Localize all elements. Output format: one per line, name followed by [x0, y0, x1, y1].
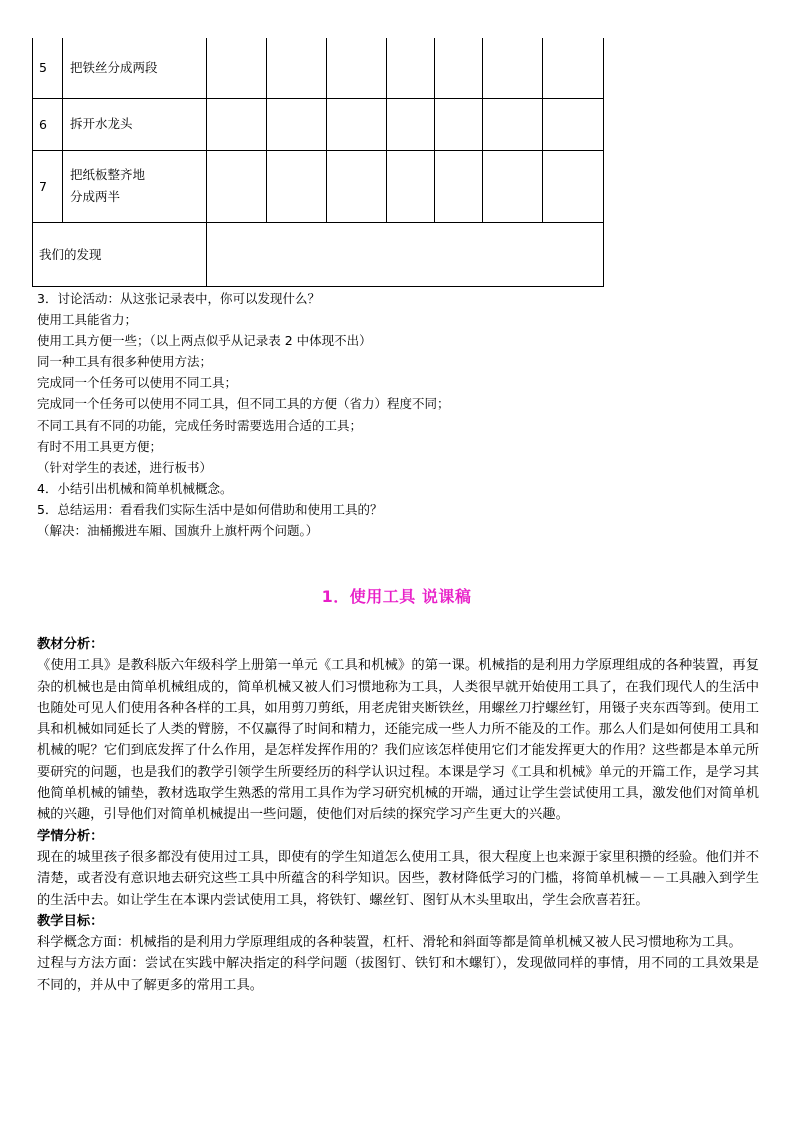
blank-cell [543, 38, 604, 98]
discussion-line: 5．总结运用：看看我们实际生活中是如何借助和使用工具的？ [37, 501, 383, 517]
row-number: 5 [33, 38, 63, 98]
blank-cell [435, 38, 483, 98]
findings-cell [207, 222, 604, 286]
discussion-line: 同一种工具有很多种使用方法； [37, 354, 213, 370]
table-row [33, 150, 604, 222]
blank-cell [483, 98, 543, 150]
discussion-line: 有时不用工具更方便； [37, 438, 163, 454]
blank-cell [483, 150, 543, 222]
blank-cell [387, 38, 435, 98]
blank-cell [543, 150, 604, 222]
blank-cell [543, 98, 604, 150]
findings-label: 我们的发现 [33, 222, 207, 286]
record-table [32, 38, 604, 287]
blank-cell [387, 150, 435, 222]
blank-cell [327, 38, 387, 98]
table-row [33, 38, 604, 98]
section-heading: 教材分析： [37, 637, 104, 652]
discussion-line: 3．讨论活动：从这张记录表中，你可以发现什么？ [37, 291, 320, 306]
section-paragraph: 现在的城里孩子很多都没有使用过工具，即使有的学生知道怎么使用工具，很大程度上也来源于家里积攒的经验。他们并不清楚，或者没有意识地去研究这些工具中所蕴含的科学知识。因些，教材降低学习的门槛，将简单机械－－工具融入到学生的生活中去。如让学生在本课内尝试使用工具，将铁钉、螺丝钉、图钉从木头里取出，学生会欣喜若狂。 [37, 849, 759, 908]
blank-cell [435, 150, 483, 222]
blank-cell [207, 150, 267, 222]
task-line: 把铁丝分成两段 [70, 59, 158, 75]
blank-cell [207, 38, 267, 98]
discussion-line: （解决：油桶搬进车厢、国旗升上旗杆两个问题。） [37, 523, 319, 539]
section-paragraph: 《使用工具》是教科版六年级科学上册第一单元《工具和机械》的第一课。机械指的是利用力学原理组成的各种装置，再复杂的机械也是由简单机械组成的，简单机械又被人们习惯地称为工具，人类很早就开始使用工具了，在我们现代人的生活中也随处可见人们使用各种各样的工具，如用剪刀剪纸，用老虎钳夹断铁丝，用螺丝刀拧螺丝钉，用镊子夹东西等到。使用工具和机械如同延长了人类的臂膀，不仅赢得了时间和精力，还能完成一些人力所不能及的工作。那么人们是如何使用工具和机械的呢？它们到底发挥了什么作用，是怎样发挥作用的？我们应该怎样使用它们才能发挥更大的作用？这些都是本单元所要研究的问题，也是我们的教学引领学生所要经历的科学认识过程。本课是学习《工具和机械》单元的开篇工作，是学习其他简单机械的铺垫，教材选取学生熟悉的常用工具作为学习研究机械的开端，通过让学生尝试使用工具，激发他们对简单机械的兴趣，引导他们对简单机械提出一些问题，使他们对后续的探究学习产生更大的兴趣。 [37, 658, 759, 823]
discussion-block [37, 288, 450, 541]
task-cell [63, 98, 207, 150]
discussion-line: 4．小结引出机械和简单机械概念。 [37, 480, 233, 496]
blank-cell [207, 98, 267, 150]
row-number: 7 [33, 150, 63, 222]
discussion-line: 完成同一个任务可以使用不同工具； [37, 375, 238, 391]
section-heading: 学情分析： [37, 828, 104, 844]
discussion-line: 完成同一个任务可以使用不同工具，但不同工具的方便（省力）程度不同； [37, 396, 450, 412]
table-row [33, 98, 604, 150]
task-line: 分成两半 [70, 189, 121, 204]
discussion-line: 使用工具能省力； [37, 312, 138, 328]
section-heading: 教学目标： [37, 913, 104, 929]
section-paragraph: 过程与方法方面：尝试在实践中解决指定的科学问题（拔图钉、铁钉和木螺钉），发现做同样的事情，用不同的工具效果是不同的，并从中了解更多的常用工具。 [37, 956, 759, 993]
blank-cell [267, 38, 327, 98]
blank-cell [327, 98, 387, 150]
blank-cell [483, 38, 543, 98]
discussion-line: 使用工具方便一些；（以上两点似乎从记录表 2 中体现不出） [37, 333, 372, 349]
row-number: 6 [33, 98, 63, 150]
task-cell [63, 150, 207, 222]
blank-cell [435, 98, 483, 150]
findings-row [33, 222, 604, 286]
lesson-draft [37, 634, 759, 996]
blank-cell [267, 98, 327, 150]
task-cell [63, 38, 207, 98]
task-line: 把纸板整齐地 [70, 167, 146, 182]
blank-cell [387, 98, 435, 150]
section-paragraph: 科学概念方面：机械指的是利用力学原理组成的各种装置，杠杆、滑轮和斜面等都是简单机械又被人民习惯地称为工具。 [37, 935, 742, 951]
discussion-line: （针对学生的表述，进行板书） [37, 459, 213, 475]
blank-cell [267, 150, 327, 222]
page-title: 1．使用工具 说课稿 [321, 587, 472, 606]
blank-cell [327, 150, 387, 222]
task-line: 拆开水龙头 [70, 116, 133, 131]
discussion-line: 不同工具有不同的功能，完成任务时需要选用合适的工具； [37, 417, 363, 433]
